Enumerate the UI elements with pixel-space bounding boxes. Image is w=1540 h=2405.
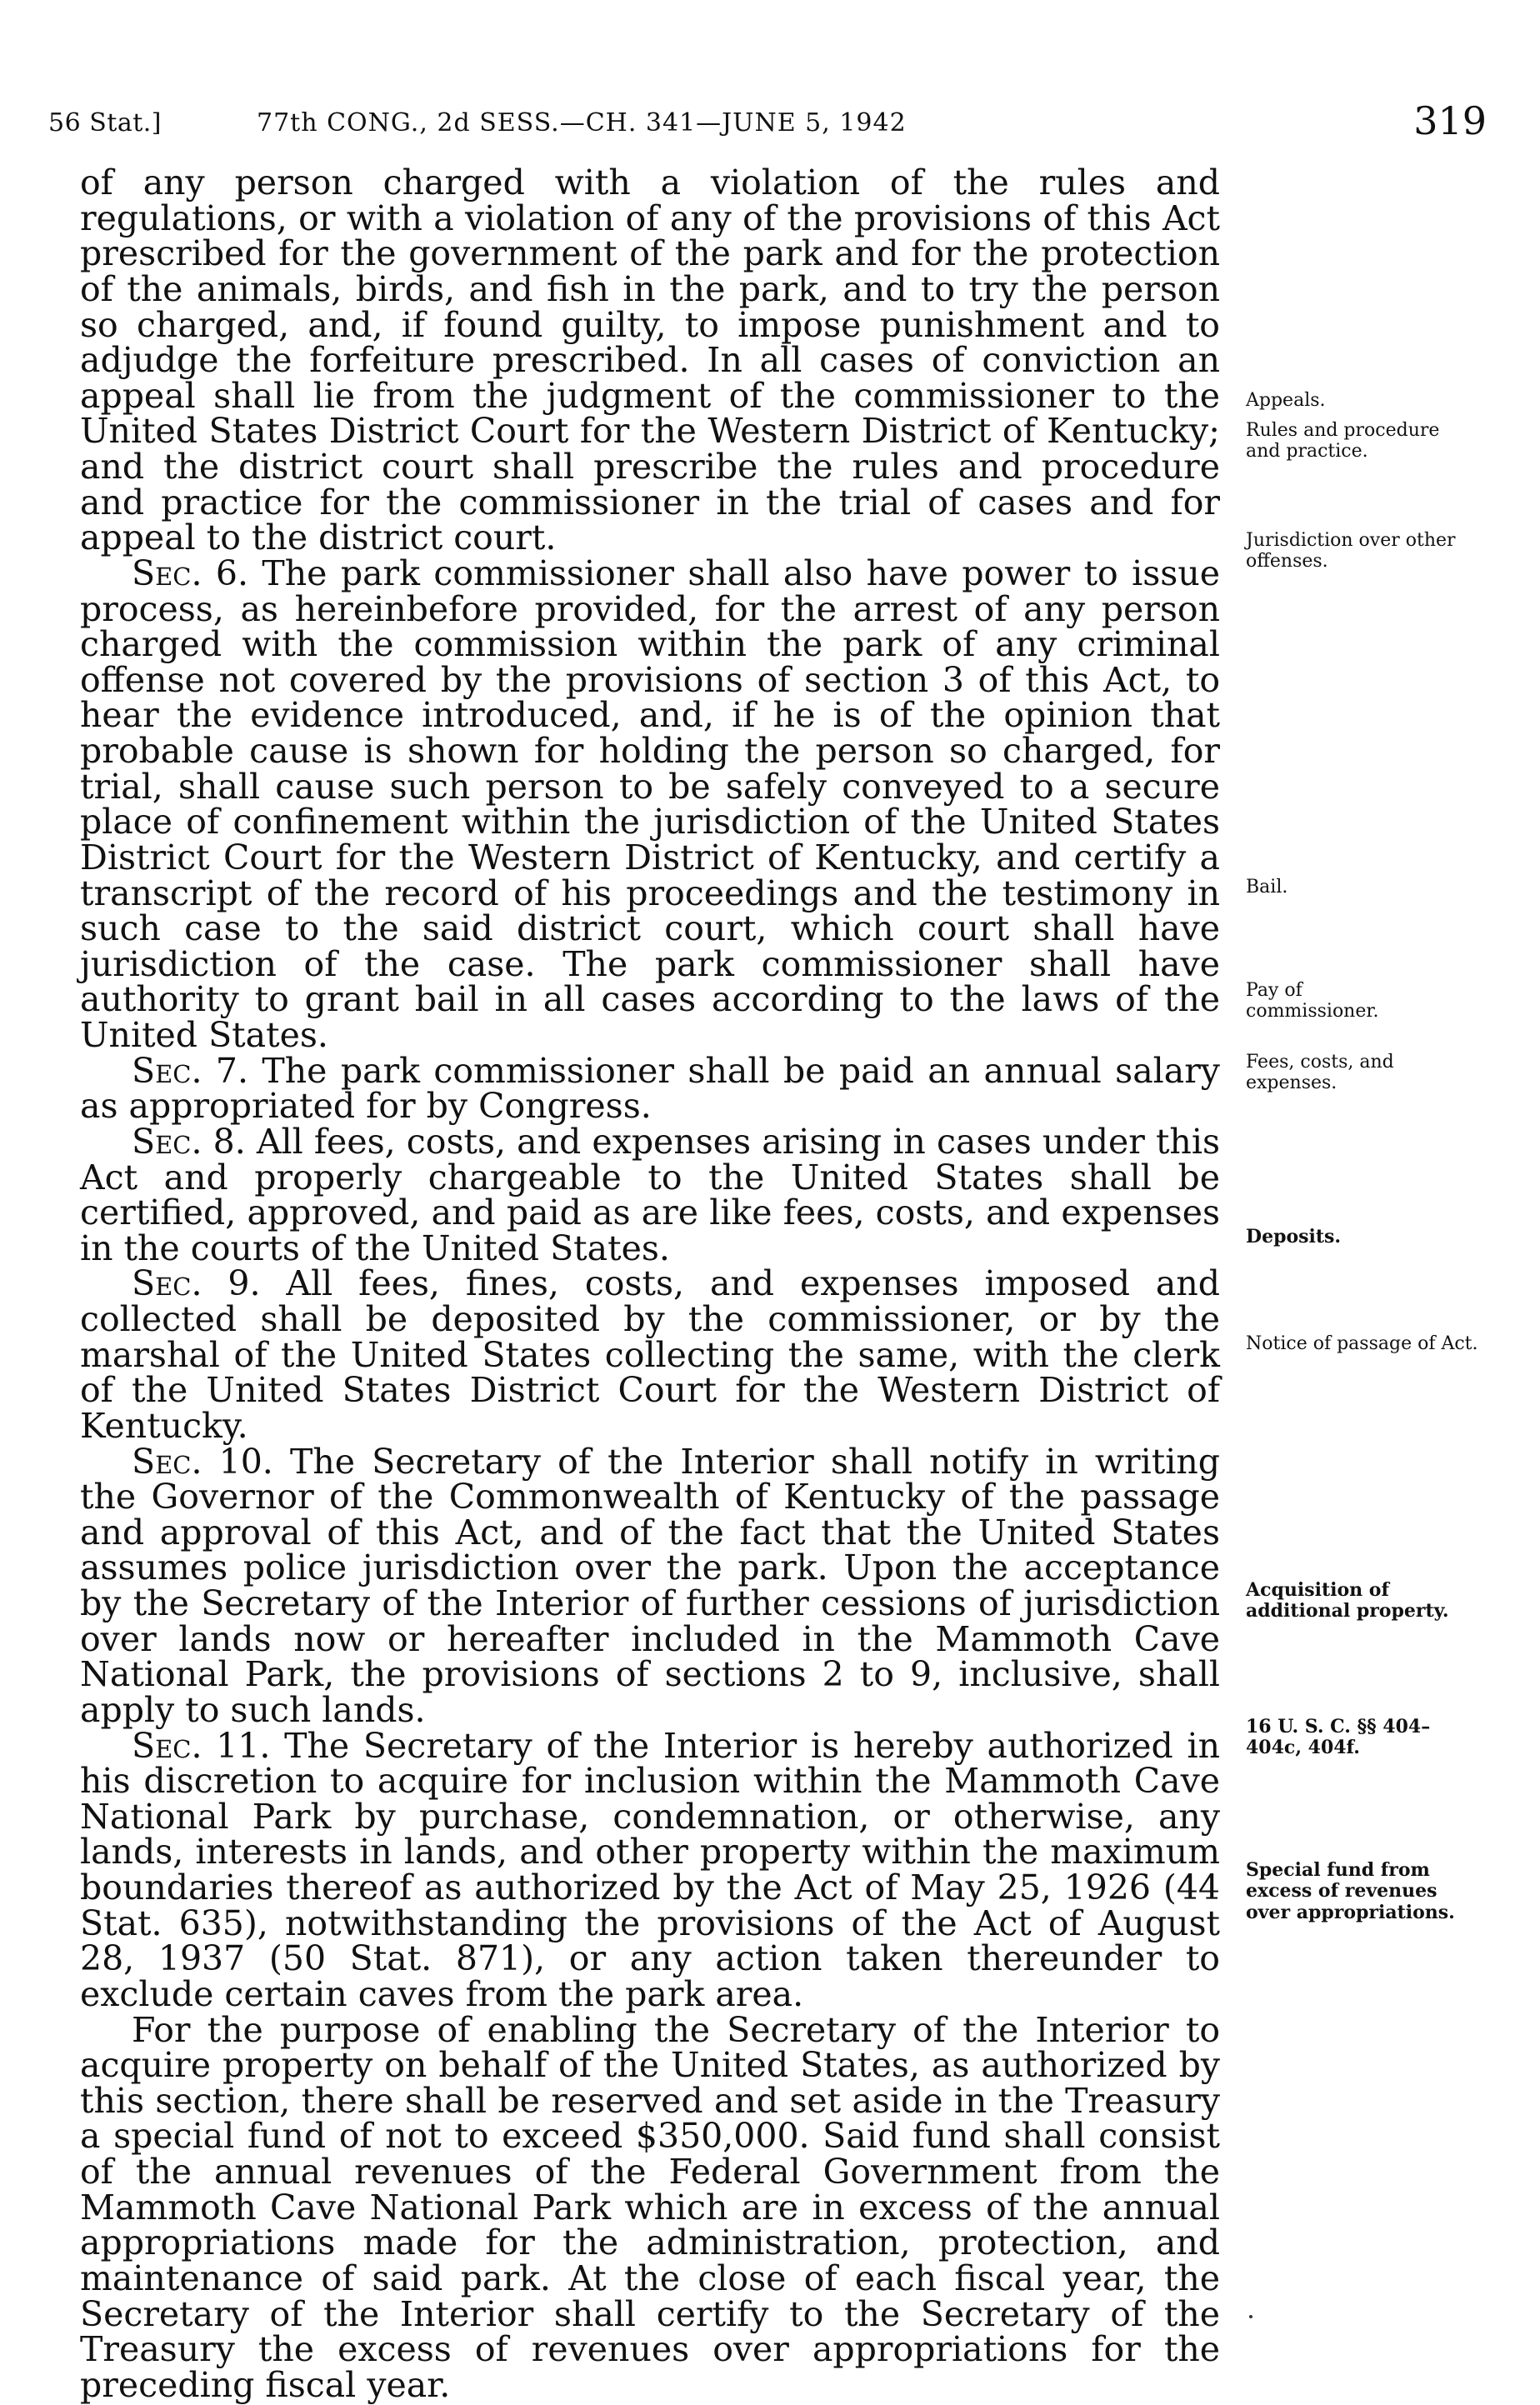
margin-note-rules-procedure: Rules and procedure and practice. — [1246, 420, 1440, 462]
margin-note-bail: Bail. — [1246, 877, 1288, 898]
margin-note-notice: Notice of passage of Act. — [1246, 1333, 1478, 1354]
margin-note-special-fund: Special fund from excess of revenues over appropriations. — [1246, 1859, 1455, 1923]
statute-volume: 56 Stat.] — [48, 108, 162, 138]
margin-note-deposits: Deposits. — [1246, 1226, 1342, 1248]
paragraph-text: The park commissioner shall also have power to issue process, as hereinbefore provided, for the arrest of any person charged with the commission within the park of any criminal offense not covered by the provisions of section 3 of this Act, to hear the evidence introduced, and, if he is of the opinion that probable cause is shown for holding the person so charged, for trial, shall cause such person to be safely conveyed to a secure place of confinement within the jurisdiction of the United States District Court for the Western District of Kentucky, and certify a transcript of the record of his proceedings and the testimony in such case to the said district court, which court shall have jurisdiction of the case. The park commissioner shall have authority to grant bail in all cases according to the laws of the United States. — [80, 552, 1220, 1055]
paragraph-text: For the purpose of enabling the Secretary of the Interior to acquire property on behalf of the United States, as authorized by this section, there shall be reserved and set aside in the Treasury a special fund of not to exceed $350,000. Said fund shall consist of the annual revenues of the Federal Government from the Mammoth Cave National Park which are in excess of the annual appropriations made for the administration, protection, and maintenance of said park. At the close of each fiscal year, the Secretary of the Interior shall certify to the Secretary of the Treasury the excess of revenues over appropriations for the preceding fiscal year. — [80, 2009, 1220, 2405]
margin-note-appeals: Appeals. — [1246, 390, 1326, 411]
paragraph-special-fund — [80, 2009, 1220, 2405]
margin-note-pay: Pay of commissioner. — [1246, 980, 1379, 1022]
paragraph-sec-6 — [80, 552, 1220, 1055]
page-number: 319 — [1413, 98, 1487, 143]
margin-note-usc-citation: 16 U. S. C. §§ 404–404c, 404f. — [1246, 1716, 1431, 1759]
paragraph-text: The park commissioner shall be paid an annual salary as appropriated for by Congress. — [80, 1050, 1220, 1127]
margin-note-jurisdiction: Jurisdiction over other offenses. — [1246, 530, 1456, 572]
paragraph-text: of any person charged with a violation of the rules and regulations, or with a violation of any of the provisions of this Act prescribed for the government of the park and for the protection of the animals, birds, and fish in the park, and to try the person so charged, and, if found guilty, to impose punishment and to adjudge the forfeiture prescribed. In all cases of conviction an appeal shall lie from the judgment of the commissioner to the United States District Court for the Western District of Kentucky; and the district court shall prescribe the rules and procedure and practice for the commissioner in the trial of cases and for appeal to the district court. — [80, 162, 1220, 558]
paragraph-sec-7 — [80, 1050, 1220, 1127]
section-label: Sec. 6. — [132, 552, 248, 593]
paragraph-text: All fees, costs, and expenses arising in cases under this Act and properly chargeable to the United States shall be certified, approved, and paid as are like fees, costs, and expenses in the courts of the United States. — [80, 1121, 1220, 1268]
paragraph-sec-9 — [80, 1263, 1220, 1446]
paragraph-sec-10 — [80, 1441, 1220, 1730]
paragraph-sec-8 — [80, 1121, 1220, 1268]
paragraph-sec-11 — [80, 1725, 1220, 2014]
paragraph-continuation — [80, 162, 1220, 558]
statute-body — [80, 162, 1220, 2405]
session-chapter-date: 77th CONG., 2d SESS.—CH. 341—JUNE 5, 1942 — [257, 108, 907, 138]
paragraph-text: The Secretary of the Interior is hereby authorized in his discretion to acquire for inclusion within the Mammoth Cave National Park by purchase, condemnation, or otherwise, any lands, interests in lands, and other property within the maximum boundaries thereof as authorized by the Act of May 25, 1926 (44 Stat. 635), notwithstanding the provisions of the Act of August 28, 1937 (50 Stat. 871), or any action taken thereunder to exclude certain caves from the park area. — [80, 1725, 1220, 2014]
section-label: Sec. 10. — [132, 1441, 273, 1482]
margin-note-fees: Fees, costs, and expenses. — [1246, 1052, 1394, 1094]
stray-mark — [1249, 2315, 1252, 2318]
margin-note-acquisition: Acquisition of additional property. — [1246, 1579, 1449, 1622]
section-label: Sec. 9. — [132, 1263, 261, 1304]
section-label: Sec. 8. — [132, 1121, 246, 1162]
section-label: Sec. 11. — [132, 1725, 271, 1766]
paragraph-text: The Secretary of the Interior shall notify in writing the Governor of the Commonwealth of Kentucky of the passage and approval of this Act, and of the fact that the United States assumes police jurisdiction over the park. Upon the acceptance by the Secretary of the Interior of further cessions of jurisdiction over lands now or hereafter included in the Mammoth Cave National Park, the provisions of sections 2 to 9, inclusive, shall apply to such lands. — [80, 1441, 1220, 1730]
page-header — [48, 98, 1487, 148]
paragraph-text: All fees, fines, costs, and expenses imposed and collected shall be deposited by the commissioner, or by the marshal of the United States collecting the same, with the clerk of the United States District Court for the Western District of Kentucky. — [80, 1263, 1220, 1446]
section-label: Sec. 7. — [132, 1050, 248, 1091]
